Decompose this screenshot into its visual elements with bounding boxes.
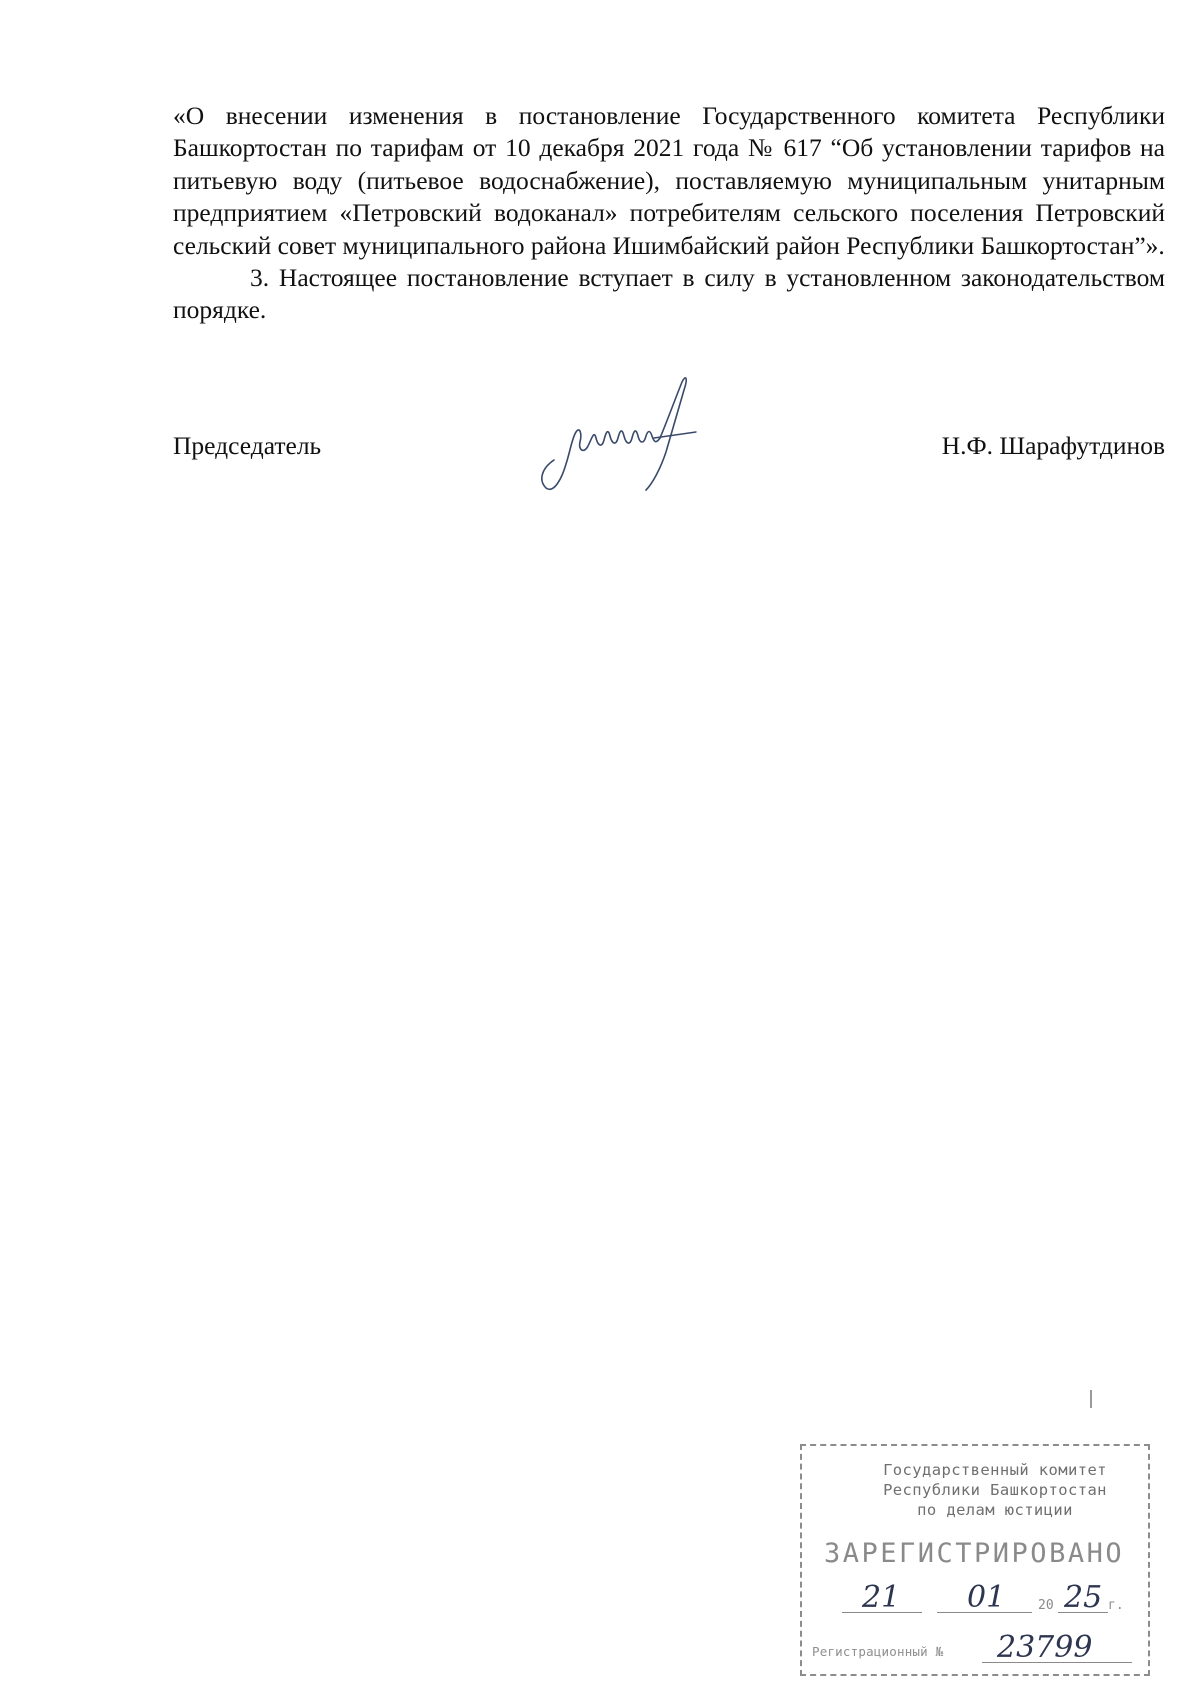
date-year-suffix: г. [1108, 1598, 1124, 1613]
signatory-title: Председатель [173, 431, 322, 460]
paragraph-title-reference: «О внесении изменения в постановление Государственного комитета Республики Башкортостан по тарифам от 10 декабря 2021 года № 617 “Об установлении тарифов на питьевую воду (питьевое водоснабжение), поставляемую муниципальным унитарным предприятием «Петровский водоканал» потребителям сельского поселения Петровский сельский совет муниципального района Ишимбайский район Республики Башкортостан”». [173, 101, 1165, 260]
margin-mark [1090, 1390, 1092, 1408]
date-year: 25 [1064, 1580, 1103, 1615]
registration-number: 23799 [997, 1630, 1093, 1665]
handwritten-signature [536, 368, 706, 498]
date-month: 01 [967, 1580, 1006, 1615]
stamp-organization [802, 1460, 1148, 1520]
date-day: 21 [862, 1580, 901, 1615]
paragraph-effective-clause: 3. Настоящее постановление вступает в силу в установленном законодательством порядке. [173, 263, 1165, 325]
stamp-org-line-1: Государственный комитет [883, 1461, 1107, 1479]
stamp-org-line-3: по делам юстиции [917, 1501, 1073, 1519]
registration-label: Регистрационный № [812, 1644, 944, 1659]
stamp-registration-number [812, 1630, 1142, 1668]
stamp-org-line-2: Республики Башкортостан [883, 1481, 1107, 1499]
date-year-prefix: 20 [1038, 1598, 1054, 1613]
document-body [173, 100, 1165, 327]
signatory-name: Н.Ф. Шарафутдинов [941, 431, 1165, 460]
stamp-date [802, 1580, 1148, 1620]
registration-stamp [800, 1444, 1150, 1676]
stamp-status: ЗАРЕГИСТРИРОВАНО [824, 1538, 1125, 1569]
